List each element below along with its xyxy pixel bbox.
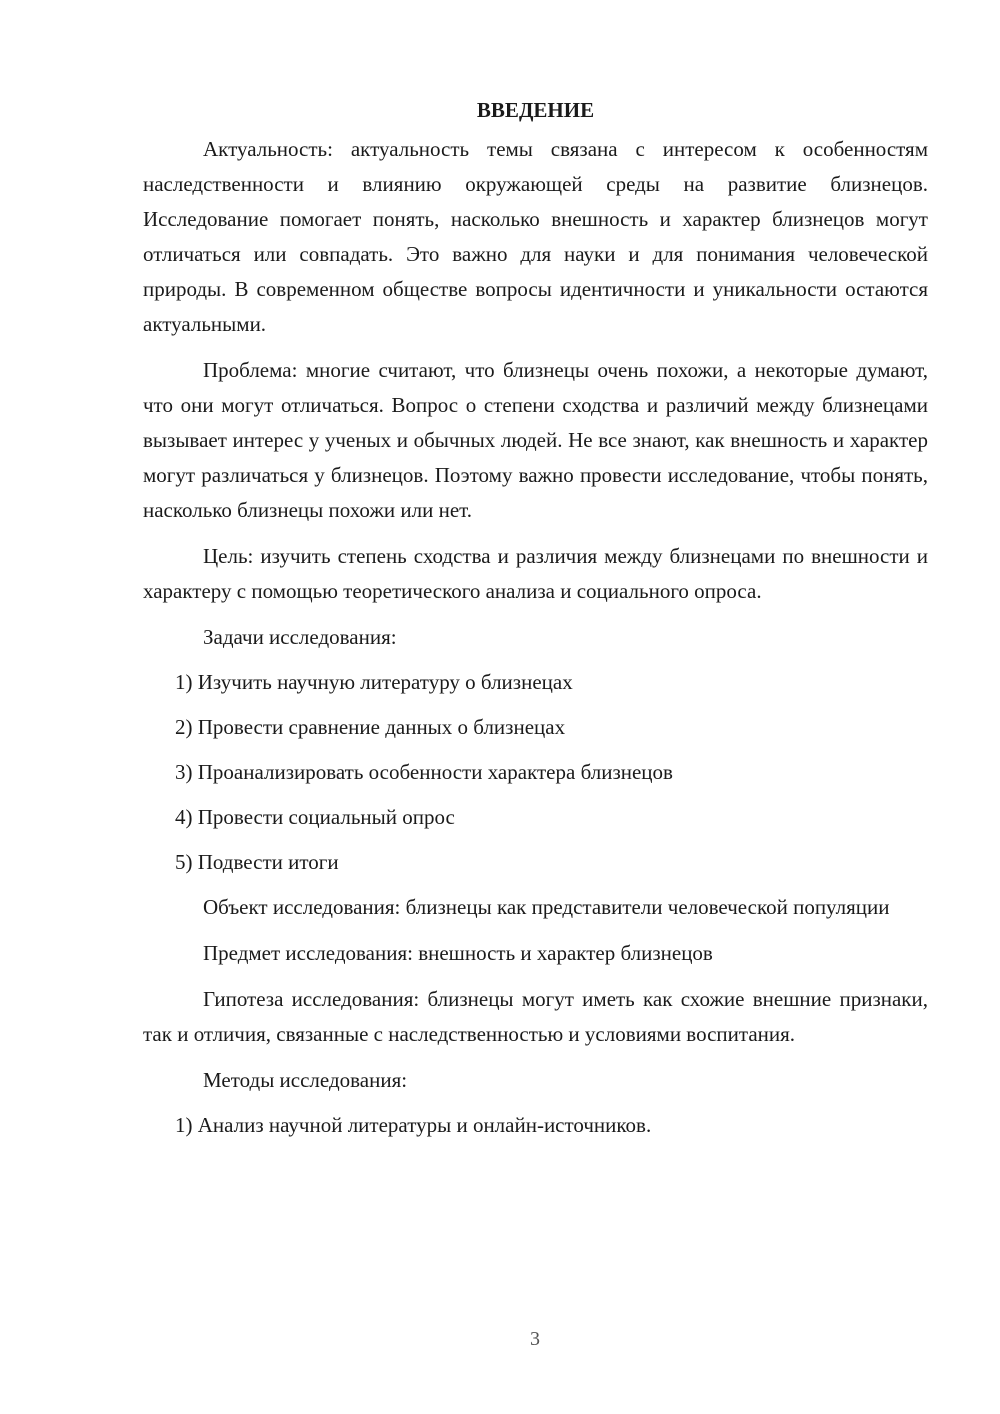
list-item: 2) Провести сравнение данных о близнецах xyxy=(175,715,566,739)
list-item: 1) Изучить научную литературу о близнецах xyxy=(175,670,573,694)
goal-paragraph: Цель: изучить степень сходства и различия между близнецами по внешности и характеру с помощью теоретического анализа и социального опроса. xyxy=(143,544,928,603)
list-item: 1) Анализ научной литературы и онлайн-источников. xyxy=(175,1113,652,1137)
page-number: 3 xyxy=(530,1328,540,1350)
tasks-heading: Задачи исследования: xyxy=(203,625,397,649)
subject-paragraph: Предмет исследования: внешность и характер близнецов xyxy=(203,941,713,965)
tasks-list xyxy=(143,665,928,880)
methods-heading: Методы исследования: xyxy=(203,1068,408,1092)
page-title: ВВЕДЕНИЕ xyxy=(476,98,595,122)
object-paragraph: Объект исследования: близнецы как представители человеческой популяции xyxy=(203,895,890,919)
list-item: 5) Подвести итоги xyxy=(175,850,339,874)
relevance-paragraph: Актуальность: актуальность темы связана с интересом к особенностям наследственности и влиянию окружающей среды на развитие близнецов. Исследование помогает понять, насколько внешность и характер близнецов могут отличаться или совпадать. Это важно для науки и для понимания человеческой природы. В современном обществе вопросы идентичности и уникальности остаются актуальными. xyxy=(143,137,928,336)
methods-list xyxy=(143,1108,928,1143)
document-page xyxy=(143,88,928,1153)
problem-paragraph: Проблема: многие считают, что близнецы очень похожи, а некоторые думают, что они могут отличаться. Вопрос о степени сходства и различий между близнецами вызывает интерес у ученых и обычных людей. Не все знают, как внешность и характер могут различаться у близнецов. Поэтому важно провести исследование, чтобы понять, насколько близнецы похожи или нет. xyxy=(143,358,928,522)
hypothesis-paragraph: Гипотеза исследования: близнецы могут иметь как схожие внешние признаки, так и отличия, связанные с наследственностью и условиями воспитания. xyxy=(143,987,928,1046)
list-item: 4) Провести социальный опрос xyxy=(175,805,455,829)
list-item: 3) Проанализировать особенности характера близнецов xyxy=(175,760,673,784)
